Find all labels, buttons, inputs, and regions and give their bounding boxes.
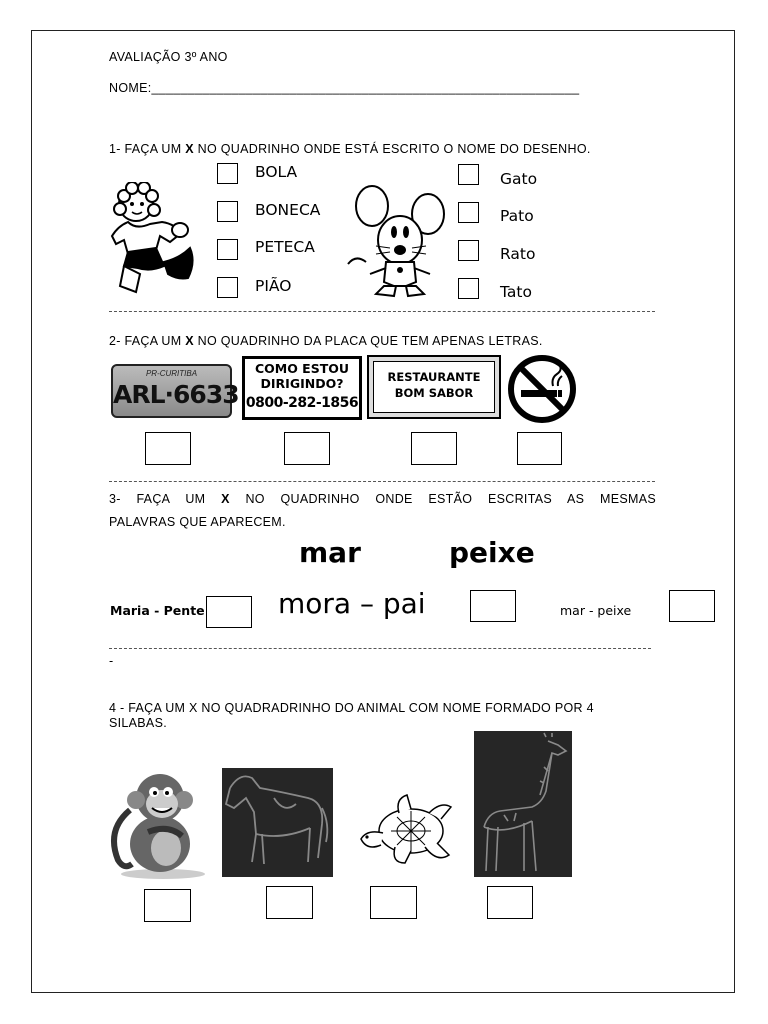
restaurant-line1: RESTAURANTE (387, 370, 481, 384)
q2-instruction-x: X (185, 334, 194, 348)
q4-instruction-line1: 4 - FAÇA UM X NO QUADRADRINHO DO ANIMAL COM NOME FORMADO POR 4 (109, 701, 594, 715)
checkbox-plate-4[interactable] (517, 432, 562, 465)
checkbox-monkey[interactable] (144, 889, 191, 922)
checkbox-plate-1[interactable] (145, 432, 191, 465)
checkbox-horse[interactable] (266, 886, 313, 919)
doll-illustration (110, 182, 202, 300)
q2-instruction-pre: 2- FAÇA UM (109, 334, 186, 348)
checkbox-mar-peixe[interactable] (669, 590, 715, 622)
monkey-illustration (108, 770, 208, 880)
option-boneca: BONECA (255, 201, 321, 219)
giraffe-illustration (474, 731, 572, 877)
restaurant-sign-inner (373, 361, 495, 413)
option-mar-peixe: mar - peixe (560, 603, 632, 618)
checkbox-gato[interactable] (458, 164, 479, 185)
q3-line1-pre: 3- FAÇA UM (109, 492, 222, 506)
option-pato: Pato (500, 207, 534, 225)
section-divider-2 (109, 481, 655, 482)
plate-city: PR-CURITIBA (145, 369, 198, 378)
no-smoking-sign (507, 354, 577, 424)
checkbox-piao[interactable] (217, 277, 238, 298)
restaurant-line2: BOM SABOR (394, 386, 474, 400)
mouse-illustration (346, 182, 446, 302)
name-field[interactable]: NOME:___________________________________________________________ (109, 81, 580, 95)
checkbox-giraffe[interactable] (487, 886, 533, 919)
checkbox-plate-2[interactable] (284, 432, 330, 465)
license-plate-sign (111, 364, 239, 418)
checkbox-tato[interactable] (458, 278, 479, 299)
q3-instruction-line2: PALAVRAS QUE APARECEM. (109, 515, 286, 529)
option-mora-pai: mora – pai (278, 587, 426, 620)
stray-dash: - (109, 654, 114, 668)
option-gato: Gato (500, 170, 538, 188)
checkbox-peteca[interactable] (217, 239, 238, 260)
horse-illustration (222, 768, 333, 877)
target-word-peixe: peixe (449, 536, 535, 569)
restaurant-sign (367, 355, 501, 419)
q4-instruction-line2: SILABAS. (109, 716, 167, 730)
section-divider-3 (109, 648, 651, 649)
checkbox-plate-3[interactable] (411, 432, 457, 465)
driving-sign-line1: COMO ESTOU (254, 361, 350, 376)
checkbox-maria-pente[interactable] (206, 596, 252, 628)
checkbox-pato[interactable] (458, 202, 479, 223)
q2-instruction-post: NO QUADRINHO DA PLACA QUE TEM APENAS LETRAS. (193, 334, 543, 348)
section-divider-1 (109, 311, 655, 312)
q1-instruction-x: X (185, 142, 194, 156)
target-word-mar: mar (299, 536, 361, 569)
checkbox-turtle[interactable] (370, 886, 417, 919)
q1-instruction (109, 142, 591, 156)
checkbox-bola[interactable] (217, 163, 238, 184)
option-tato: Tato (500, 283, 532, 301)
q3-line1-x: X (221, 492, 230, 506)
plate-number: ARL·6633 (113, 380, 239, 409)
driving-sign-phone: 0800-282-1856 (245, 395, 359, 411)
q1-instruction-post: NO QUADRINHO ONDE ESTÁ ESCRITO O NOME DO DESENHO. (193, 142, 591, 156)
option-rato: Rato (500, 245, 536, 263)
checkbox-rato[interactable] (458, 240, 479, 261)
q3-line1-post: NO QUADRINHO ONDE ESTÃO ESCRITAS AS MESMAS (229, 492, 656, 506)
checkbox-boneca[interactable] (217, 201, 238, 222)
exam-title: AVALIAÇÃO 3º ANO (109, 50, 228, 64)
checkbox-mora-pai[interactable] (470, 590, 516, 622)
option-piao: PIÃO (255, 277, 292, 295)
option-peteca: PETECA (255, 238, 315, 256)
q1-instruction-pre: 1- FAÇA UM (109, 142, 186, 156)
turtle-illustration (355, 793, 457, 868)
driving-sign-line2: DIRIGINDO? (260, 376, 344, 391)
option-bola: BOLA (255, 163, 298, 181)
q3-instruction-line1 (109, 492, 656, 506)
q2-instruction (109, 334, 543, 348)
option-maria-pente: Maria - Pente (110, 603, 205, 618)
driving-sign (242, 356, 362, 420)
